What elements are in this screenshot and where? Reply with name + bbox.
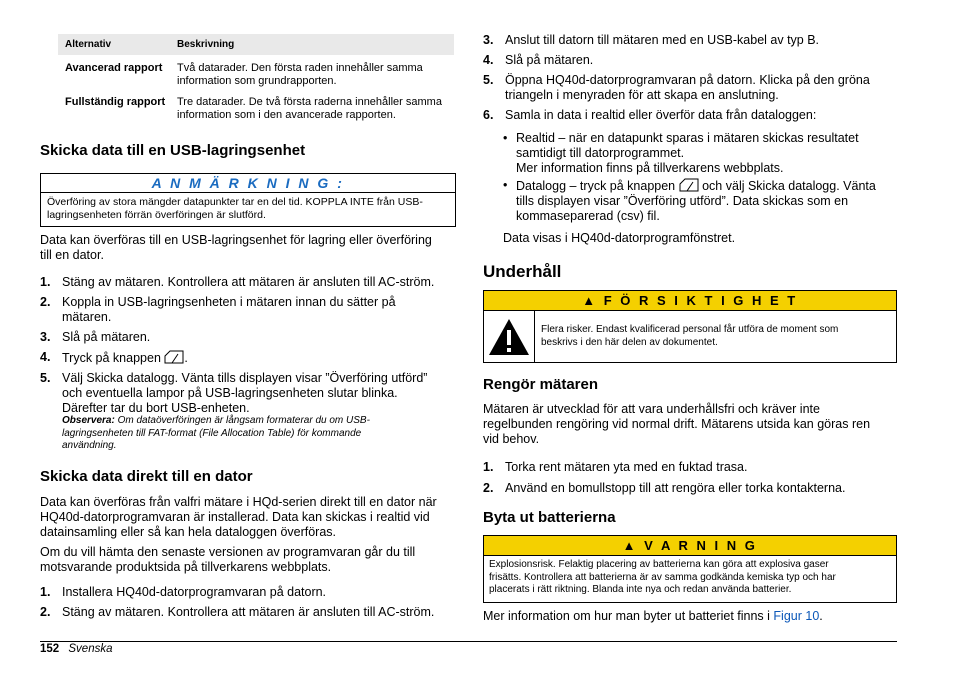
step-text: Öppna HQ40d-datorprogramvaran på datorn. Klicka på den gröna: [505, 73, 870, 87]
caution-banner: [484, 291, 896, 311]
step-number: 5.: [483, 73, 494, 87]
observe-label: Observera:: [62, 415, 115, 426]
table-row: [58, 55, 454, 91]
notice-label: A N M Ä R K N I N G :: [41, 174, 455, 193]
step-text: Anslut till datorn till mätaren med en USB-kabel av typ B.: [505, 33, 820, 47]
step-text: Slå på mätaren.: [62, 330, 151, 344]
step-text: Koppla in USB-lagringsenheten i mätaren innan du sätter på: [62, 295, 396, 309]
notice-line: lagringsenheten förrän överföringen är slutförd.: [47, 209, 266, 221]
section-title-maintenance: Underhåll: [483, 262, 562, 281]
battery-info: [483, 609, 823, 624]
caution-box: [483, 290, 897, 363]
pc-text: datainsamling eller så kan hela dataloggen överföras.: [40, 525, 337, 539]
step-number: 4.: [483, 53, 494, 67]
bullet-list: [503, 131, 903, 224]
step-text: Slå på mätaren.: [505, 53, 594, 67]
list-item: [40, 330, 460, 345]
pc-text: Data kan överföras från valfri mätare i HQd-serien direkt till en dator när: [40, 495, 437, 509]
step-number: 1.: [40, 585, 51, 599]
observe-text: lagringsenheten till FAT-format (File Allocation Table) för kommande: [62, 427, 362, 439]
pc-text: Om du vill hämta den senaste versionen av programvaran går du till: [40, 545, 416, 559]
step-number: 6.: [483, 108, 494, 122]
bullet-text: Datalogg – tryck på knappen: [516, 179, 676, 193]
clean-steps-list: [483, 460, 903, 496]
table-row: [58, 91, 454, 127]
warning-triangle-icon: ▲: [622, 538, 639, 553]
step-text: mätaren.: [62, 310, 112, 324]
section-title-pc: Skicka data direkt till en dator: [40, 468, 253, 485]
caution-icon-cell: [484, 311, 535, 363]
caution-text: [541, 323, 838, 349]
bullet-text: tills displayen visar ”Överföring utförd”. Data skickas som en: [516, 194, 849, 208]
footer: [40, 643, 113, 655]
step-number: 2.: [483, 481, 494, 495]
battery-info-text: Mer information om hur man byter ut batteriet finns i: [483, 609, 770, 623]
bullet-text: samtidigt till datorprogrammet.: [516, 146, 685, 160]
notice-text: [41, 193, 455, 225]
table-cell-desc: information som i den avancerade rapporten.: [177, 109, 396, 121]
step-text: Därefter tar du bort USB-enheten.: [62, 401, 250, 415]
step-number: 3.: [483, 33, 494, 47]
page-number: 152: [40, 643, 60, 655]
pc-steps-continued: [483, 33, 903, 123]
warning-line: frisätts. Kontrollera att batterierna är av samma godkända kemiska typ och har: [489, 571, 836, 583]
send-data-key-icon: [679, 178, 699, 192]
bullet-text: kommaseparerad (csv) fil.: [516, 209, 660, 223]
clean-text: Mätaren är utvecklad för att vara underhållsfri och kräver inte: [483, 402, 820, 416]
usb-intro-line: Data kan överföras till en USB-lagringsenhet för lagring eller överföring: [40, 233, 432, 247]
observe-note: [62, 415, 462, 453]
list-item: [40, 605, 460, 620]
pc-text: motsvarande produktsida på tillverkarens webbplats.: [40, 560, 332, 574]
table-cell-desc: Två datarader. Den första raden innehåller samma: [177, 62, 423, 74]
list-item: [503, 178, 903, 224]
send-data-key-icon: [164, 350, 184, 364]
table-cell-name: Fullständig rapport: [65, 96, 166, 108]
list-item: [483, 53, 903, 68]
table-cell-name: Avancerad rapport: [65, 62, 163, 74]
usb-intro: [40, 233, 460, 263]
step-text: och eventuella lampor på USB-lagringsenheten slutar blinka.: [62, 386, 398, 400]
usb-steps-list: [40, 275, 460, 421]
notice-box: [40, 173, 456, 227]
list-item: [483, 108, 903, 123]
step-number: 5.: [40, 371, 51, 385]
step-number: 3.: [40, 330, 51, 344]
step-text: Samla in data i realtid eller överför data från dataloggen:: [505, 108, 817, 122]
hazard-icon: [487, 317, 531, 357]
usb-intro-line: till en dator.: [40, 248, 104, 262]
notice-line: Överföring av stora mängder datapunkter tar en del tid. KOPPLA INTE från USB-: [47, 196, 423, 208]
list-item: [40, 295, 460, 325]
list-item: [483, 33, 903, 48]
warning-triangle-icon: ▲: [582, 293, 598, 308]
section-title-clean: Rengör mätaren: [483, 376, 599, 393]
list-item: [503, 131, 903, 176]
list-item: [483, 73, 903, 103]
bullet-icon: •: [503, 178, 508, 192]
step-text: Installera HQ40d-datorprogramvaran på datorn.: [62, 585, 327, 599]
list-item: [40, 371, 460, 416]
pc-steps-list: [40, 585, 460, 620]
step-number: 2.: [40, 605, 51, 619]
options-table: [58, 34, 454, 127]
pc-intro: [40, 495, 460, 575]
step-number: 2.: [40, 295, 51, 309]
table-header: [58, 34, 454, 55]
list-item: [40, 275, 460, 290]
step-text: Stäng av mätaren. Kontrollera att mätaren är ansluten till AC-ström.: [62, 275, 435, 289]
step-number: 4.: [40, 350, 51, 364]
caution-line: Flera risker. Endast kvalificerad personal får utföra de moment som: [541, 324, 839, 335]
pc-text: HQ40d-datorprogramvaran är installerad. Data kan skickas i realtid vid: [40, 510, 430, 524]
footer-rule: [40, 641, 897, 642]
caution-label: F Ö R S I K T I G H E T: [603, 293, 798, 308]
step-text: Torka rent mätaren yta med en fuktad trasa.: [505, 460, 748, 474]
warning-label: V A R N I N G: [644, 538, 758, 553]
step-text: Tryck på knappen: [62, 351, 161, 365]
warning-box: [483, 535, 897, 603]
clean-text: regelbunden rengöring vid normal drift. Mätarens utsida kan göras ren: [483, 417, 871, 431]
table-header-beskrivning: Beskrivning: [177, 39, 235, 50]
footer-language: Svenska: [68, 643, 113, 655]
step-number: 1.: [40, 275, 51, 289]
battery-info-end: .: [819, 609, 823, 623]
step-text: Välj Skicka datalogg. Vänta tills displayen visar ”Överföring utförd”: [62, 371, 428, 385]
clean-intro: [483, 402, 903, 447]
clean-text: vid behov.: [483, 432, 540, 446]
step-text: Använd en bomullstopp till att rengöra eller torka kontakterna.: [505, 481, 846, 495]
observe-text: Om dataöverföringen är långsam formaterar du om USB-: [117, 415, 370, 426]
warning-line: placerats i rätt riktning. Blanda inte nya och redan använda batterier.: [489, 584, 792, 595]
table-header-alternativ: Alternativ: [65, 39, 112, 50]
table-cell-desc: Tre datarader. De två första raderna innehåller samma: [177, 96, 442, 108]
list-item: [483, 481, 903, 496]
step-text: Stäng av mätaren. Kontrollera att mätaren är ansluten till AC-ström.: [62, 605, 435, 619]
section-title-battery: Byta ut batterierna: [483, 509, 616, 526]
bullet-text: Mer information finns på tillverkarens webbplats.: [516, 161, 784, 175]
bullet-text: Realtid – när en datapunkt sparas i mätaren skickas resultatet: [516, 131, 859, 145]
step-text: triangeln i menyraden för att skapa en anslutning.: [505, 88, 779, 102]
table-cell-desc: information som grundrapporten.: [177, 75, 337, 87]
warning-line: Explosionsrisk. Felaktig placering av batterierna kan göra att explosiva gaser: [489, 559, 829, 570]
list-item: [40, 585, 460, 600]
list-item: 4. Tryck på knappen .: [40, 350, 188, 365]
bullet-icon: •: [503, 131, 508, 145]
step-number: 1.: [483, 460, 494, 474]
section-title-usb: Skicka data till en USB-lagringsenhet: [40, 142, 306, 159]
list-item: [483, 460, 903, 475]
observe-text: användning.: [62, 440, 117, 451]
warning-banner: [484, 536, 896, 556]
display-note: Data visas i HQ40d-datorprogramfönstret.: [503, 231, 736, 245]
caution-line: beskrivs i den här delen av dokumentet.: [541, 337, 718, 348]
bullet-text: och välj Skicka datalogg. Vänta: [702, 179, 876, 193]
warning-text: [484, 556, 896, 600]
figure-link[interactable]: Figur 10: [773, 609, 820, 623]
